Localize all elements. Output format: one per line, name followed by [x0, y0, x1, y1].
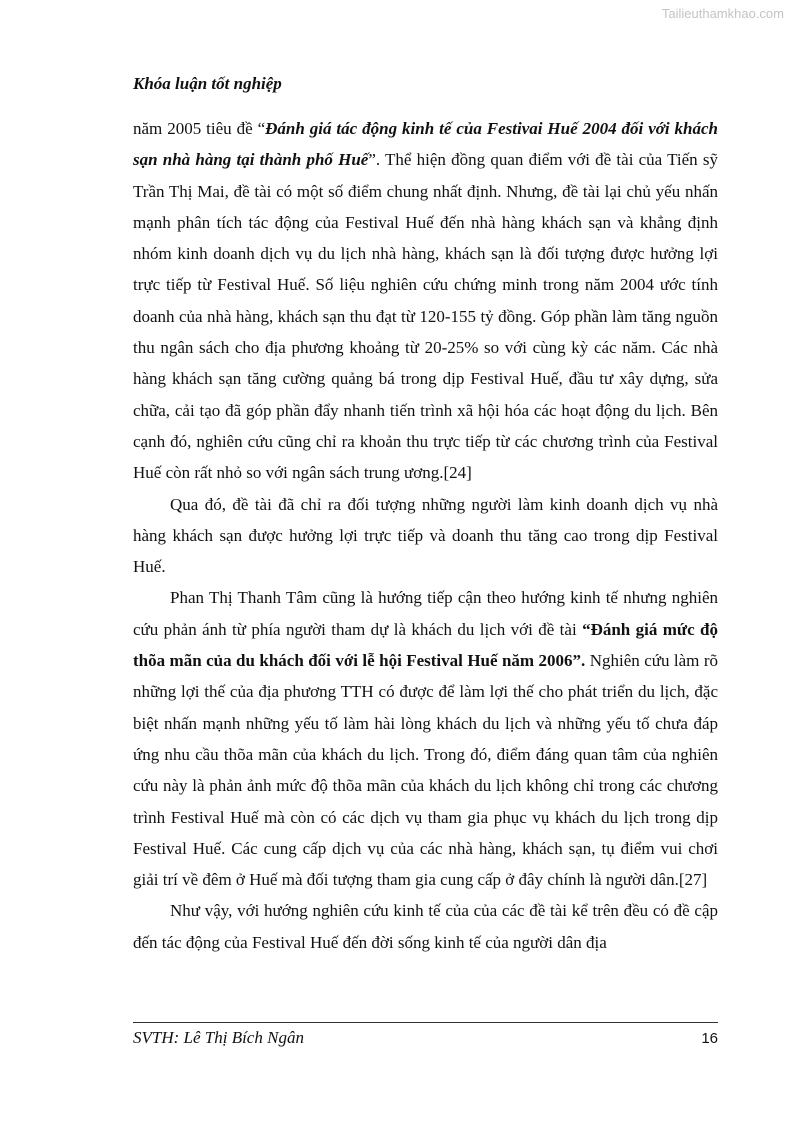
paragraph-4: Như vậy, với hướng nghiên cứu kinh tế của của các đề tài kể trên đều có đề cập đến tác động của Festival Huế đến đời sống kinh tế của người dân địa [133, 901, 718, 952]
page-number: 16 [701, 1030, 718, 1047]
footer-divider [133, 1022, 718, 1023]
paragraph-1-lead: năm 2005 tiêu đề “ [133, 119, 266, 138]
paragraph-1-rest: ”. Thể hiện đồng quan điểm với đề tài của Tiến sỹ Trần Thị Mai, đề tài có một số điểm chung nhất định. Nhưng, đề tài lại chủ yếu nhấn mạnh phân tích tác động của Festival Huế đến nhà hàng khách sạn và khẳng định nhóm kinh doanh dịch vụ du lịch nhà hàng, khách sạn là đối tượng được hưởng lợi trực tiếp từ Festival Huế. Số liệu nghiên cứu chứng minh trong năm 2004 ước tính doanh của nhà hàng, khách sạn thu đạt từ 120-155 tỷ đồng. Góp phần làm tăng nguồn thu ngân sách cho địa phương khoảng từ 20-25% so với cùng kỳ các năm. Các nhà hàng khách sạn tăng cường quảng bá trong dịp Festival Huế, đầu tư xây dựng, sửa chữa, cải tạo đã góp phần đẩy nhanh tiến trình xã hội hóa các hoạt động du lịch. Bên cạnh đó, nghiên cứu cũng chỉ ra khoản thu trực tiếp từ các chương trình của Festival Huế còn rất nhỏ so với ngân sách trung ương.[24] [133, 150, 718, 483]
paragraph-1 [133, 113, 718, 489]
paragraph-3-rest: Nghiên cứu làm rõ những lợi thế của địa phương TTH có được để làm lợi thế cho phát triển du lịch, đặc biệt nhấn mạnh những yếu tố làm hài lòng khách du lịch và những yếu tố chưa đáp ứng nhu cầu thõa mãn của khách du lịch. Trong đó, điểm đáng quan tâm của nghiên cứu này là phản ảnh mức độ thõa mãn của khách du lịch không chỉ trong các chương trình Festival Huế mà còn có các dịch vụ tham gia phục vụ khách du lịch trong dịp Festival Huế. Các cung cấp dịch vụ của các nhà hàng, khách sạn, tụ điểm vui chơi giải trí về đêm ở Huế mà đối tượng tham gia cung cấp ở đây chính là người dân.[27] [133, 651, 718, 890]
paragraph-2: Qua đó, đề tài đã chỉ ra đối tượng những người làm kinh doanh dịch vụ nhà hàng khách sạn được hưởng lợi trực tiếp và doanh thu tăng cao trong dịp Festival Huế. [133, 494, 718, 577]
footer-author: SVTH: Lê Thị Bích Ngân [133, 1028, 304, 1047]
body-text [133, 113, 718, 958]
paragraph-1-title: Đánh giá tác động kinh tế của Festivai Huế 2004 đối với khách sạn nhà hàng tại thành phố Huế [133, 119, 718, 170]
watermark: Tailieuthamkhao.com [661, 6, 784, 21]
paragraph-3 [133, 582, 718, 895]
paragraph-3-lead: Phan Thị Thanh Tâm cũng là hướng tiếp cận theo hướng kinh tế nhưng nghiên cứu phản ánh từ phía người tham dự là khách du lịch với đề tài [133, 588, 718, 639]
paragraph-3-title: “Đánh giá mức độ thõa mãn của du khách đối với lễ hội Festival Huế năm 2006”. [133, 619, 718, 671]
page-header: Khóa luận tốt nghiệp [133, 74, 282, 93]
